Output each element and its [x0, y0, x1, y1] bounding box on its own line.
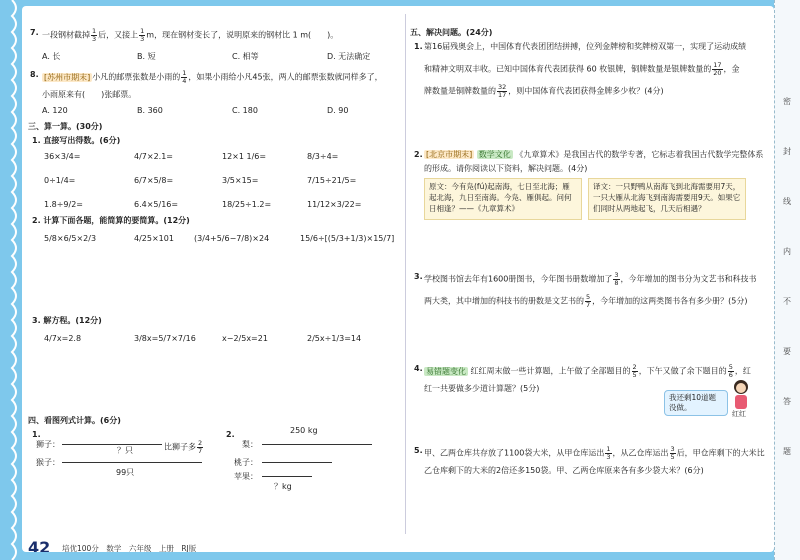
calc-1-4: 8/3÷4= [307, 152, 339, 161]
section-4-title: 四、看图列式计算。(6分) [28, 416, 121, 425]
problem-2-original-text-box: 原文：今有凫(fú)起南海，七日至北海；雁起北海，九日至南海。今凫、雁俱起。问何日相逢？——《九章算术》 [424, 178, 582, 220]
section-3-title: 三、算一算。(30分) [28, 122, 103, 131]
diagram-2-number: 2. [226, 430, 235, 439]
problem-1-line-3: 牌数量是铜牌数量的 $\frac{32}{17}$ ，则中国体育代表团获得金牌多少枚？(4分) [424, 83, 664, 99]
equation-4: 2/5x÷1/3=14 [307, 334, 362, 343]
page-number: 42 [28, 538, 51, 552]
expression-2: 4/25×101 [134, 234, 174, 243]
column-divider [405, 14, 406, 534]
q8-option-c[interactable]: C. 180 [232, 106, 258, 115]
seal-char-4: 内 [783, 247, 791, 256]
problem-4-line-1: 易错题变化 红红周末做一些计算题，上午做了全部题目的 $\frac{2}{5}$ ，下午又做了余下题目的 $\frac{5}{6}$ ，红 [426, 363, 751, 379]
q8-option-a[interactable]: A. 120 [42, 106, 68, 115]
calc-3-2: 6.4×5/16= [134, 200, 179, 209]
seal-line-strip [774, 0, 800, 560]
diagram-2-peach-bar [262, 462, 332, 463]
problem-5-number: 5. [414, 446, 423, 455]
calc-1-3: 12×1 1/6= [222, 152, 267, 161]
problem-2-line-2: 的形成。请你阅读以下资料，解决问题。(4分) [424, 164, 588, 173]
q7-text: 一段钢材截掉 $\frac{1}{3}$ 后，又接上 $\frac{1}{3}$ m，现在钢材变长了，说明原来的钢材比 1 m( )。 [42, 27, 339, 43]
expression-1: 5/8×6/5×2/3 [44, 234, 97, 243]
problem-1-line-2: 和精神文明双丰收。已知中国体育代表团获得 60 枚银牌，铜牌数量是银牌数量的 $\frac{17}{20}$ ，金 [424, 61, 740, 77]
q8-source-tag: [苏州市期末] [44, 72, 91, 82]
seal-char-5: 不 [783, 297, 791, 306]
diagram-2-pear-label: 梨： [242, 440, 258, 449]
diagram-1-monkey-label: 猴子： [36, 458, 60, 467]
speech-bubble: 我还剩10道题没做。 [664, 390, 728, 416]
girl-illustration [730, 378, 752, 412]
problem-2-translation-box: 译文：一只野鸭从南海飞到北海需要用7天，一只大雁从北海飞到南海需要用9天。如果它们同时从两地起飞，几天后相遇？ [588, 178, 746, 220]
subsection-2-title: 2. 计算下面各题，能简算的要简算。(12分) [32, 216, 190, 225]
problem-2-source-tag: [北京市期末] [426, 150, 473, 159]
girl-name: 红红 [732, 410, 746, 418]
diagram-1-number: 1. [32, 430, 41, 439]
diagram-2-apple-bar [262, 476, 312, 477]
problem-3-line-1: 学校图书馆去年有1600册图书，今年图书册数增加了 $\frac{3}{8}$ ，今年增加的图书分为文艺书和科技书 [424, 271, 757, 287]
q7-option-b[interactable]: B. 短 [137, 52, 156, 61]
diagram-1-note: 比狮子多 $\frac{2}{7}$ [164, 439, 203, 455]
problem-4-line-2: 红一共要做多少道计算题？(5分) [424, 384, 540, 393]
section-5-title: 五、解决问题。(24分) [410, 28, 493, 37]
q8-text: [苏州市期末] 小凡的邮票张数是小雨的 $\frac{1}{4}$ ，如果小雨给小凡45张，两人的邮票张数就同样多了， [44, 69, 383, 85]
problem-1-line-1: 第16届残奥会上，中国体育代表团团结拼搏，位列金牌榜和奖牌榜双第一，实现了运动成绩 [424, 42, 747, 51]
expression-4: 15/6÷[(5/3+1/3)×15/7] [300, 234, 395, 243]
problem-3-number: 3. [414, 272, 423, 281]
diagram-1-monkey-bar [62, 462, 202, 463]
problem-3-line-2: 两大类，其中增加的科技书的册数是文艺书的 $\frac{5}{7}$ ，今年增加的这两类图书各有多少册？(5分) [424, 293, 748, 309]
subsection-3-title: 3. 解方程。(12分) [32, 316, 102, 325]
q7-option-a[interactable]: A. 长 [42, 52, 61, 61]
seal-char-1: 密 [783, 97, 791, 106]
calc-2-1: 0÷1/4= [44, 176, 76, 185]
diagram-2-peach-label: 桃子： [234, 458, 258, 467]
footer-text: 培优100分 数学 六年级 上册 RJ版 [62, 544, 197, 552]
q7-option-d[interactable]: D. 无法确定 [327, 52, 371, 61]
problem-5-line-2: 乙仓库剩下的大米的2倍还多150袋。甲、乙两仓库原来各有多少袋大米？(6分) [424, 466, 704, 475]
diagram-1-lion-bar [62, 444, 162, 445]
seal-char-8: 题 [783, 447, 791, 456]
problem-2-line-1: [北京市期末] 数学文化 《九章算术》是我国古代的数学专著，它标志着我国古代数学完整体系 [426, 150, 764, 159]
calc-3-3: 18/25÷1.2= [222, 200, 272, 209]
calc-1-1: 36×3/4= [44, 152, 81, 161]
problem-5-line-1: 甲、乙两仓库共存放了1100袋大米，从甲仓库运出 $\frac{1}{3}$ ，从乙仓库运出 $\frac{3}{5}$ 后，甲仓库剩下的大米比 [424, 445, 765, 461]
diagram-2-apple-label: 苹果： [234, 472, 258, 481]
q7-number: 7. [30, 28, 39, 37]
subsection-1-title: 1. 直接写出得数。(6分) [32, 136, 121, 145]
problem-4-tag: 易错题变化 [426, 366, 466, 376]
diagram-2-pear-bar [262, 444, 372, 445]
diagram-1-question: ？只 [117, 446, 133, 455]
diagram-2-top-label: 250 kg [290, 426, 318, 435]
seal-char-3: 线 [783, 197, 791, 206]
problem-4-number: 4. [414, 364, 423, 373]
calc-3-1: 1.8÷9/2= [44, 200, 84, 209]
worksheet-page [22, 6, 774, 552]
problem-1-number: 1. [414, 42, 423, 51]
diagram-1-lion-label: 狮子： [36, 440, 60, 449]
q7-option-c[interactable]: C. 相等 [232, 52, 259, 61]
equation-1: 4/7x=2.8 [44, 334, 82, 343]
diagram-2-question: ？kg [274, 482, 292, 491]
calc-3-4: 11/12×3/22= [307, 200, 362, 209]
q8-number: 8. [30, 70, 39, 79]
expression-3: (3/4+5/6−7/8)×24 [194, 234, 270, 243]
problem-2-number: 2. [414, 150, 423, 159]
calc-2-4: 7/15÷21/5= [307, 176, 357, 185]
seal-char-2: 封 [783, 147, 791, 156]
q8-text-2: 小雨原来有( )张邮票。 [42, 90, 137, 99]
calc-2-3: 3/5×15= [222, 176, 259, 185]
equation-2: 3/8x=5/7×7/16 [134, 334, 196, 343]
diagram-1-total: 99只 [116, 468, 135, 477]
q8-option-d: D. 90 [327, 106, 349, 115]
problem-2-culture-tag: 数学文化 [478, 150, 511, 159]
calc-2-2: 6/7×5/8= [134, 176, 174, 185]
equation-3: x−2/5x=21 [222, 334, 268, 343]
seal-char-7: 答 [783, 397, 791, 406]
decorative-wave-border [0, 0, 22, 560]
calc-1-2: 4/7×2.1= [134, 152, 174, 161]
seal-char-6: 要 [783, 347, 791, 356]
q8-option-b[interactable]: B. 360 [137, 106, 163, 115]
